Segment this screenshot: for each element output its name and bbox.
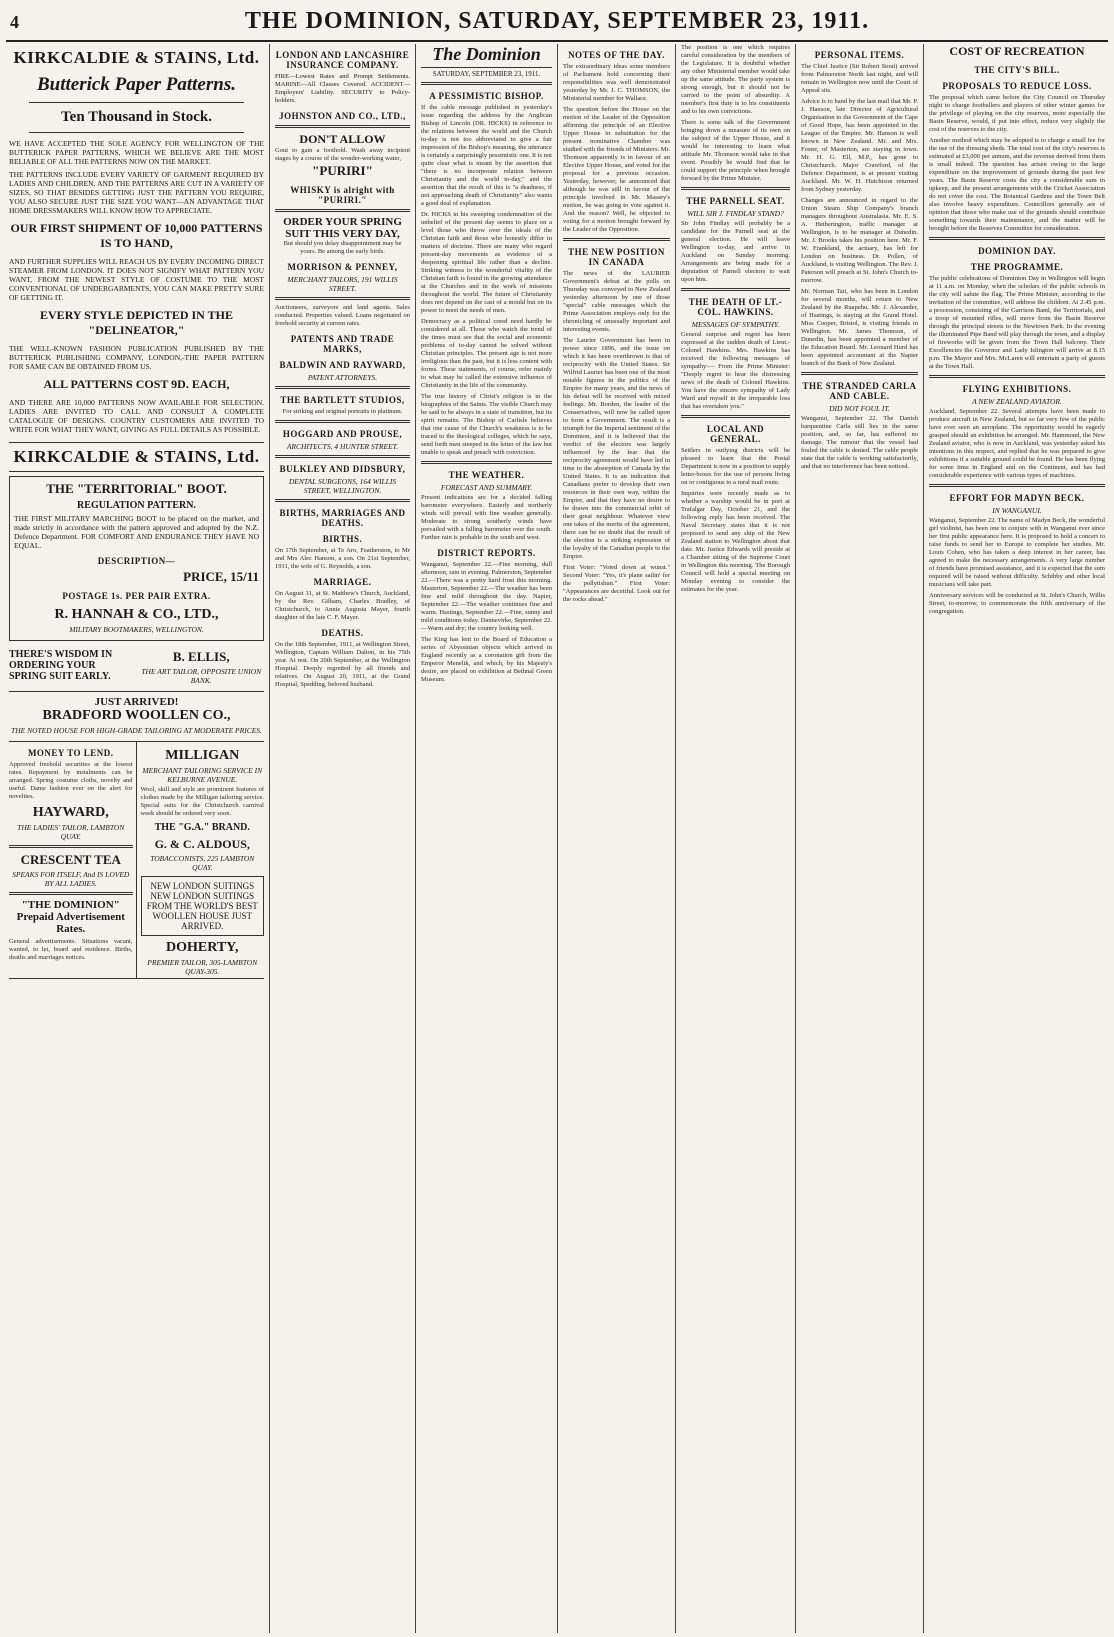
effort-heading: EFFORT FOR MADYN BECK. xyxy=(949,493,1085,503)
stranded-sub: DID NOT FOUL IT. xyxy=(829,404,890,413)
local-heading: LOCAL AND GENERAL. xyxy=(706,424,765,444)
ellis-sub: THE ART TAILOR, OPPOSITE UNION BANK. xyxy=(141,667,262,685)
doherty-name: DOHERTY, xyxy=(165,940,239,955)
just-arrived: JUST ARRIVED! xyxy=(94,696,179,708)
first-shipment: OUR FIRST SHIPMENT OF 10,000 PATTERNS IS TO HAND, xyxy=(10,221,263,250)
ellis-name: B. ELLIS, xyxy=(172,649,230,664)
page-number: 4 xyxy=(10,12,19,32)
kirkcaldie-ad-1 xyxy=(9,44,264,443)
column-4: NOTES OF THE DAY. The extraordinary ideas some members of Parliament hold concerning their responsibilities was well demonstrated yesterday by Mr. J. C. THOMSON, the Ministerial member for Wallace. The question before the House on the motion of the Leader of the Opposition affirming the principle of an Elective Upper House in substitution for the present nominative Chamber was studied with the friends of Ministers. Mr. Thomson apparently is in favour of an Elective Upper House, and voted for the proposal for a previous occasion. Yesterday, however, he announced that although he was still in favour of the principle involved in Mr. Massey's motion, he was going to vote against it. And the reason? Well, he objected to voting for a motion brought forward by the Leader of the Opposition. THE NEW POSITION IN CANADA The news of the LAURIER Government's defeat at the polls on Thursday was conveyed to New Zealand yesterday afternoon by one of those "special" cable messages which the Prime Association employs only for the chronicling of unusually important and interesting events. The Laurier Government has been in power since 1896, and the issue on which it has been overthrown is that of reciprocity with the United States. Sir Wilfrid Laurier has been one of the most notable figures in the politics of the Empire for many years, and the news of his defeat will be received with mixed feelings. Mr. Borden, the leader of the Conservatives, will now be called upon to form a Government. The result is a triumph for the Imperial sentiment of the Dominion, and it is believed that the verdict of the electors was largely influenced by the fear that the reciprocity agreement would have led in time to the absorption of Canada by the United States. It is an indication that Canadians prefer to develop their own resources in their own way, within the Empire, and that they have no desire to be drawn into the commercial orbit of their great neighbour. Whatever view one takes of the merits of the agreement, there can be no doubt that the result of the election is a striking expression of the loyalty of the Canadian people to the Empire. First Voter: "Voted down at wunst." Second Voter: "Yes, it's plane sailin' fer the pollytishun." First Voter: "Appearances are deceitful. Look out fer the rocks ahead." xyxy=(558,44,676,1633)
hannah-sub: MILITARY BOOTMAKERS, WELLINGTON. xyxy=(69,625,204,634)
crescent-name: CRESCENT TEA xyxy=(20,852,121,867)
crescent-sub: SPEAKS FOR ITSELF, And IS LOVED BY ALL LADIES. xyxy=(12,870,130,888)
kirkcaldie-title-2: KIRKCALDIE & STAINS, Ltd. xyxy=(13,447,260,466)
hawkins-heading: THE DEATH OF LT.-COL. HAWKINS. xyxy=(688,297,783,317)
further-text: AND FURTHER SUPPLIES WILL REACH US BY EVERY INCOMING DIRECT STEAMER FROM LONDON. IT DOES NOT SIGNIFY WHAT PATTERN YOU WANT, FROM THE NEWEST STYLE OF COSTUME TO THE MOST CONVENTIONAL OF UNDERGARMENTS, YOU CAN MAKE PRETTY SURE OF GETTING IT. xyxy=(9,257,264,302)
recreation-heading: COST OF RECREATION xyxy=(949,44,1085,58)
boot-price: PRICE, 15/11 xyxy=(183,569,259,584)
boot-text: THE FIRST MILITARY MARCHING BOOT to be placed on the market, and made strictly in accordance with the pattern approved and adopted by the N.Z. Defence Department. FOR COMFORT AND ENDURANCE THEY HAVE NO EQUAL. xyxy=(14,514,259,550)
delineator-text: THE WELL-KNOWN FASHION PUBLICATION PUBLISHED BY THE BUTTERICK PUBLISHING COMPANY, LONDON,-THE PAPER PATTERN FOR SAME CAN BE OBTAINED FROM US. xyxy=(9,344,264,371)
paper-date: SATURDAY, SEPTEMBER 23, 1911. xyxy=(432,70,541,78)
column-1: KIRKCALDIE & STAINS, Ltd. Butterick Paper Patterns. Ten Thousand in Stock. WE HAVE ACCEPTED THE SOLE AGENCY FOR WELLINGTON OF THE BUTTERICK PAPER PATTERNS, WHICH WE BELIEVE ARE THE MOST RELIABLE OF ALL THE PATTERNS NOW ON THE MARKET. THE PATTERNS INCLUDE EVERY VARIETY OF GARMENT REQUIRED BY LADIES AND CHILDREN, AND THE PATTERNS ARE CUT IN A VARIETY OF SIZES, SO THAT BESIDES GETTING JUST THE PATTERN YOU REQUIRE, YOU ALSO SECURE JUST THE SIZE YOU WANT—AN ADVANTAGE THAT HOME DRESSMAKERS WILL KNOW HOW TO APPRECIATE. OUR FIRST SHIPMENT OF 10,000 PATTERNS IS TO HAND, AND FURTHER SUPPLIES WILL REACH US BY EVERY INCOMING DIRECT STEAMER FROM LONDON. IT DOES NOT SIGNIFY WHAT PATTERN YOU WANT, FROM THE NEWEST STYLE OF COSTUME TO THE MOST CONVENTIONAL OF UNDERGARMENTS, YOU CAN MAKE PRETTY SURE OF GETTING IT. EVERY STYLE DEPICTED IN THE "DELINEATOR," THE WELL-KNOWN FASHION PUBLICATION PUBLISHED BY THE BUTTERICK PUBLISHING COMPANY, LONDON,-THE PAPER PATTERN FOR SAME CAN BE OBTAINED FROM US. ALL PATTERNS COST 9D. EACH, AND THERE ARE 10,000 PATTERNS NOW AVAILABLE FOR SELECTION. LADIES ARE INVITED TO CALL AND CONSULT A COMPLETE CATALOGUE OF DESIGNS. COUNTRY CUSTOMERS ARE INVITED TO WRITE FOR WHAT THEY WANT, GIVING AS FULL DETAILS AS POSSIBLE. KIRKCALDIE & STAINS, Ltd. THE "TERRITORIAL" BOOT. REGULATION PATTERN. THE FIRST MILITARY MARCHING BOOT to be placed on the market, and made strictly in accordance with the pattern approved and adopted by the N.Z. Defence Department. FOR COMFORT AND ENDURANCE THEY HAVE NO EQUAL. DESCRIPTION— PRICE, 15/11 POSTAGE 1s. PER PAIR EXTRA. R. HANNAH & CO., LTD., MILITARY BOOTMAKERS, WELLINGTON. THERE'S WISDOM IN ORDERING YOUR SPRING SUIT EARLY. B. ELLIS, THE ART TAILOR, OPPOSITE UNION BANK. JUST ARRIVED! BRADFORD WOOLLEN CO., THE NOTED HOUSE FOR HIGH-GRADE TAILORING AT MODERATE PRICES. MONEY TO LEND. Approved freehold securities at the lowest rates. Repayment by instalments can be arranged. Spring costume cloths, novelty and useful. Dame fashion ever on the alert for novelties. HAYWARD, THE LADIES' TAILOR, LAMBTON QUAY. CRESCENT TEA SPEAKS FOR ITSELF, And IS LOVED BY ALL LADIES. "THE DOMINION" Prepaid Advertisement Rates. General advertisements. Situations vacant, wanted, to let, board and residence. Births, deaths and marriages notices. MILLIGAN MERCHANT TAILORING SERVICE IN KELBURNE AVENUE. Wool, skill and style are prominent features of clothes made by the Milligan tailoring service. Special suits for the Christchurch carnival week should be ordered very soon. THE "G.A." BRAND. G. & C. ALDOUS, TOBACCONISTS, 225 LAMBTON QUAY. NEW LONDON SUITINGS NEW LONDON SUITINGS FROM THE WORLD'S BEST WOOLLEN HOUSE JUST ARRIVED. DOHERTY, PREMIER TAILOR, 305-LAMBTON QUAY-305. xyxy=(4,44,270,1633)
masthead xyxy=(6,4,1108,42)
local-text: Settlers in outlying districts will be pleased to learn that the Postal Department is now in a position to supply letter-boxes for the use of persons living on or contiguous to a rural mail route. xyxy=(681,447,790,486)
recreation-text: The proposal which came before the City Council on Thursday night to charge footballers and players of other winter games for the privilege of playing on the city reserves, more especially the Basin Reserve, would, if put into effect, reduce very slightly the cost of the reserves to the city. xyxy=(929,94,1105,133)
aviator-sub: A NEW ZEALAND AVIATOR. xyxy=(972,397,1062,406)
hayward-sub: THE LADIES' TAILOR, LAMBTON QUAY. xyxy=(17,823,125,841)
kirkcaldie-ad-2 xyxy=(9,443,264,472)
masthead-title: THE DOMINION, SATURDAY, SEPTEMBER 23, 1911. xyxy=(244,8,870,34)
milligan-name: MILLIGAN xyxy=(165,748,240,763)
notes-text: The extraordinary ideas some members of Parliament hold concerning their responsibilities was well demonstrated yesterday by Mr. J. C. THOMSON, the Ministerial member for Wallace. xyxy=(563,63,670,102)
stranded-heading: THE STRANDED CARLA AND CABLE. xyxy=(802,381,917,401)
bulkley-sub: DENTAL SURGEONS, 164 WILLIS STREET, WELLINGTON. xyxy=(288,477,397,495)
column-3: The Dominion SATURDAY, SEPTEMBER 23, 1911. A PESSIMISTIC BISHOP. If the cable message published in yesterday's issue regarding the address by the Anglican Bishop of Lincoln (DR. HICKS) in reference to the relations between the world and the Church to-day is not too abbreviated to give a fair impression of the Bishop's meaning, the utterance is certainly a surprisingly pessimistic one. It is not quite clear what is meant by the assertion that "there is no incorporate relation between Christianity and the world to-day," and the assertion that the result of this is "a deadness, if not approaching death of Christianity" also wants a good deal of explanation. Dr. HICKS in his sweeping condemnation of the unbelief of the present day seems to place on a level those who throw over the ideals of the Christian faith and those who honestly differ in matters of doctrine. There are many who regard present-day movements as evidence of a deepening spiritual life rather than a decline. Striking witness to the wonderful vitality of the Christian faith is found in the growing attendance at the Churches and in the work of missions throughout the world. The future of Christianity does not depend on the cast of a mould but on its power to meet the needs of men. Democracy as a political creed need hardly be considered at all. Those who watch the trend of the times must see that the social and economic problems of to-day cannot be solved without Christian principles. The present age is not more irreligious than the past, but it is less content with forms. These statements, of course, refer mainly to what may be called the extensive influence of Christianity in the life of the community. The true history of Christ's religion is in the biographies of the Saints. The visible Church may be said to be always in a state of transition, but its spirit remains. The Bishop of Carlisle believes that one cause of the Church's weakness is to be traced to the theological colleges, which he says, send forth men steeped in the letter of the law but unable to speak and preach with conviction. THE WEATHER. FORECAST AND SUMMARY. Present indications are for a decided falling barometer everywhere. Easterly and northerly winds will prevail with fine weather generally. Moderate to strong southerly winds have prevailed with a falling barometer over the south. Further rain is probable in the south and west. DISTRICT REPORTS. Wanganui, September 22.—Fine morning, dull afternoon, rain in evening. Palmerston, September 22.—There was a pretty hard frost this morning. Masterton, September 22.—The weather has been fine and mild throughout the day. Napier, September 22.—The weather continues fine and warm. Hastings, September 22.—Fine, sunny and mild conditions today. Dannevirke, September 22.—Warm and dry; the country looking well. The King has lent to the Board of Education a series of Abyssinian objects which arrived in England recently as a coronation gift from the Emperor Menelik, and which, by his Majesty's desire, are placed on exhibition at Bethnal Green Museum. xyxy=(416,44,558,1633)
ellis-ad xyxy=(9,645,264,692)
ten-thousand-heading: Ten Thousand in Stock. xyxy=(61,109,212,125)
weather-heading: THE WEATHER. xyxy=(448,470,525,480)
parnell-sub: WILL SIR J. FINDLAY STAND? xyxy=(687,209,784,218)
patterns-text: THE PATTERNS INCLUDE EVERY VARIETY OF GARMENT REQUIRED BY LADIES AND CHILDREN, AND THE PATTERNS ARE CUT IN A VARIETY OF SIZES, SO THAT BESIDES GETTING JUST THE PATTERN YOU REQUIRE, YOU ALSO SECURE JUST THE SIZE YOU WANT—AN ADVANTAGE THAT HOME DRESSMAKERS WILL KNOW HOW TO APPRECIATE. xyxy=(9,170,264,215)
bradford-sub: THE NOTED HOUSE FOR HIGH-GRADE TAILORING AT MODERATE PRICES. xyxy=(11,726,262,735)
london-suitings: NEW LONDON SUITINGS NEW LONDON SUITINGS FROM THE WORLD'S BEST WOOLLEN HOUSE JUST ARRIVED. xyxy=(141,876,265,936)
dominion-rates: "THE DOMINION" Prepaid Advertisement Rates. xyxy=(16,899,125,935)
personal-heading: PERSONAL ITEMS. xyxy=(814,50,905,60)
column-2: LONDON AND LANCASHIRE INSURANCE COMPANY. FIRE—Lowest Rates and Prompt Settlements. MARINE—All Classes Covered. ACCIDENT—Employers' Liability. SECURITY to Policy-holders. JOHNSTON AND CO., LTD., DON'T ALLOW Gout to gain a foothold. Wash away incipient stages by a course of the wonder-working water, "PURIRI" WHISKY is alright with "PURIRI." ORDER YOUR SPRING SUIT THIS VERY DAY, But should you delay disappointment may be yours. Be among the early birds. MORRISON & PENNEY, MERCHANT TAILORS, 191 WILLIS STREET. Auctioneers, surveyors and land agents. Sales conducted. Properties valued. Loans negotiated on freehold security at current rates. PATENTS AND TRADE MARKS, BALDWIN AND RAYWARD, PATENT ATTORNEYS. THE BARTLETT STUDIOS, For striking and original portraits in platinum. HOGGARD AND PROUSE, ARCHITECTS, 4 HUNTER STREET. BULKLEY AND DIDSBURY, DENTAL SURGEONS, 164 WILLIS STREET, WELLINGTON. BIRTHS, MARRIAGES AND DEATHS. BIRTHS. On 17th September, at Te Aro, Featherston, to Mr and Mrs Alec Hanson, a son. On 21st September, 1911, the wife of G. Reynolds, a son. MARRIAGE. On August 31, at St. Matthew's Church, Auckland, by the Rev. Gilham, Charles Bradley, of Christchurch, to Annie Augusta Mayer, fourth daughter of the late C. F. Mayer. DEATHS. On the 18th September, 1911, at Wellington Street, Wellington, Captain William Dalton, in his 75th year. At rest. On 20th September, at the Wellington Hospital. Deeply regretted by all friends and relatives. On August 20, 1911, at the Grand Hospital, Spedding, beloved husband. xyxy=(270,44,416,1633)
hayward-name: HAYWARD, xyxy=(32,805,109,820)
column-7: COST OF RECREATION THE CITY'S BILL. PROPOSALS TO REDUCE LOSS. The proposal which came before the City Council on Thursday night to charge footballers and players of other winter games for the privilege of playing on the city reserves, more especially the Basin Reserve, would, if put into effect, reduce very slightly the cost of the reserves to the city. Another method which may be adopted is to charge a small fee for the use of the dressing sheds. The total cost of the city's reserves is estimated at £3,000 per annum, and the revenue derived from them is small indeed. The question has arisen owing to the large expenditure on the improvement of grounds during the past few years. The Basin Reserve costs the city a considerable sum in upkeep, and the present arrangements with the Cricket Association do not cover the cost. The Botanical Gardens and the Town Belt also involve heavy expenditure. Councillors generally are of opinion that those who make use of the grounds should contribute something towards their maintenance, and the matter will be brought before the Reserves Committee for consideration. DOMINION DAY. THE PROGRAMME. The public celebrations of Dominion Day in Wellington will begin at 11 a.m. on Monday, when the scholars of the public schools in the city will salute the flag. The Prime Minister, according to the invitation of the committee, will address the children. At 2.45 p.m. a procession, consisting of the Garrison Band, the Territorials, and a troop of mounted rifles, will move from the Basin Reserve through the principal streets to the Newtown Park. In the evening the illuminated Pipe Band will play through the town, and a display of fireworks will be given from the Town Hall balcony. Their Excellencies the Governor and Lady Islington will arrive at 8.15 p.m. The Mayor and Mrs. McLaren will entertain a party of guests at the Town Hall. FLYING EXHIBITIONS. A NEW ZEALAND AVIATOR. Auckland, September 22. Several attempts have been made to produce aircraft in New Zealand, but so far very few of the public have ever seen an aeroplane. The opportunity would be eagerly grasped should an exhibition be arranged. Mr. Hammond, the New Zealand aviator, who is now in Auckland, was yesterday asked his intentions in this respect, and replied that he was prepared to give exhibitions if a suitable ground could be found. He has been flying for some time in England and on the Continent, and has had considerable experience with various types of machines. EFFORT FOR MADYN BECK. IN WANGANUI. Wanganui, September 22. The name of Madyn Beck, the wonderful girl violinist, has been one to conjure with in Wanganui ever since her first public appearance here. It is proposed to hold a concert to raise funds to send her to Europe to complete her studies. Mr. Louis Cohen, who has taken a deep interest in her career, has agreed to make the necessary arrangements. A very large number of friends have promised assistance, and it is expected that the sum required will be raised without difficulty. Schibby and other local musicians will take part. Anniversary services will be conducted at St. John's Church, Willis Street, to-morrow, to commemorate the fifth anniversary of the congregation. xyxy=(929,44,1105,615)
dont-allow: DON'T ALLOW xyxy=(299,132,386,146)
hoggard-sub: ARCHITECTS, 4 HUNTER STREET. xyxy=(286,442,399,451)
insurance-text: FIRE—Lowest Rates and Prompt Settlements. MARINE—All Classes Covered. ACCIDENT—Employers' Liability. SECURITY to Policy-holders. xyxy=(275,73,410,104)
hawkins-sub: MESSAGES OF SYMPATHY. xyxy=(691,320,780,329)
column-5: The position is one which requires careful consideration by the members of the Legislature. It is doubtful whether any other Ministerial member would take up the same attitude. The party system is strong enough, but it should not be carried to the point of absurdity. A member's first duty is to his constituents and to his own convictions. There is some talk of the Government bringing down a measure of its own on the subject of the Upper House, and it would be interesting to learn what attitude Mr. Thomson would take in that event. Possibly he would find that he could support the principle when brought forward by the Prime Minister. THE PARNELL SEAT. WILL SIR J. FINDLAY STAND? Sir John Findlay will probably be a candidate for the Parnell seat at the general election. He will leave Wellington to-day, and arrive in Auckland on Sunday morning. Arrangements are being made for a deputation of Parnell electors to wait upon him. THE DEATH OF LT.-COL. HAWKINS. MESSAGES OF SYMPATHY. General surprise and regret has been expressed at the sudden death of Lieut.-Colonel Hawkins. Mrs. Hawkins has received the following messages of sympathy:— From the Prime Minister: "Deeply regret to hear the distressing news of the death of Colonel Hawkins. You have the sincere sympathy of Lady Ward and myself in the irreparable loss that has overtaken you." LOCAL AND GENERAL. Settlers in outlying districts will be pleased to learn that the Postal Department is now in a position to supply letter-boxes for the use of persons living on or contiguous to a rural mail route. Inquiries were recently made as to whether a warship would be in port at Trafalgar Day, October 21, and the following reply has been received. The Naval Secretary states that it is not proposed to send any ship of the New Zealand station to Wellington about that date. Mr. Justice Edwards will preside at a Chamber sitting of the Supreme Court in Wellington this morning. The Borough Council will hold a special meeting on Monday evening to consider the estimates for the year. xyxy=(676,44,796,1633)
territorial-heading: THE "TERRITORIAL" BOOT. xyxy=(46,481,227,496)
aldous-name: G. & C. ALDOUS, xyxy=(154,837,250,851)
hoggard-name: HOGGARD AND PROUSE, xyxy=(282,429,403,439)
bishop-heading: A PESSIMISTIC BISHOP. xyxy=(429,91,544,101)
money-to-lend: MONEY TO LEND. xyxy=(27,748,114,758)
baldwin-name: BALDWIN AND RAYWARD, xyxy=(279,360,406,370)
wisdom-heading: THERE'S WISDOM IN ORDERING YOUR SPRING SUIT EARLY. xyxy=(9,649,113,682)
all-patterns: ALL PATTERNS COST 9D. EACH, xyxy=(43,377,230,391)
morrison-sub: MERCHANT TAILORS, 191 WILLIS STREET. xyxy=(287,275,398,293)
deaths-sub: DEATHS. xyxy=(321,628,364,638)
whisky-line: WHISKY is alright with "PURIRI." xyxy=(290,185,395,205)
marriage-sub: MARRIAGE. xyxy=(313,577,372,587)
canada-heading: THE NEW POSITION IN CANADA xyxy=(568,247,665,267)
johnston-name: JOHNSTON AND CO., LTD., xyxy=(279,111,406,121)
bishop-text: If the cable message published in yesterday's issue regarding the address by the Anglican Bishop of Lincoln (DR. HICKS) in reference to the relations between the world and the Church to-day is not too abbreviated to give a fair impression of the Bishop's meaning, the utterance is certainly a surprisingly pessimistic one. It is not quite clear what is meant by the assertion that "there is no incorporate relation between Christianity and the world to-day," and the assertion that the result of this is "a deadness, if not approaching death of Christianity" also wants a good deal of explanation. xyxy=(421,104,552,207)
morrison-name: MORRISON & PENNEY, xyxy=(287,262,398,272)
baldwin-sub: PATENT ATTORNEYS. xyxy=(307,373,378,382)
weather-sub: FORECAST AND SUMMARY. xyxy=(440,483,533,492)
insurance-heading: LONDON AND LANCASHIRE INSURANCE COMPANY. xyxy=(275,50,410,70)
bartlett-name: THE BARTLETT STUDIOS, xyxy=(280,395,405,405)
aldous-sub: TOBACCONISTS, 225 LAMBTON QUAY. xyxy=(150,854,255,872)
bradford-name: BRADFORD WOOLLEN CO., xyxy=(42,708,231,723)
column-6: PERSONAL ITEMS. The Chief Justice (Sir Robert Stout) arrived from Palmerston North last night, and will remain in Wellington now until the Court of Appeal sits. Advice is to hand by the last mail that Mr. P. J. Hanson, late Director of Agricultural Organisation to the Government of the Cape of Good Hope, has been appointed to the League of the Empire. Mr. Hanson is well known in New Zealand. Mr. and Mrs. Foster, of Masterton, are staying in town. Mr. H. G. Ell, M.P., has gone to Christchurch. Major Crawford, of the Defence Department, is at present visiting Auckland. Mr. W. H. Hutchison returned from Sydney yesterday. Changes are announced in regard to the Union Steam Ship Company's branch managers throughout Australasia. Mr. E. S. A. Hetherington, traffic manager at Wellington, is to be manager at Dunedin. Mr. J. Brooks takes his position here. Mr. F. W. Frankland, the actuary, has left for London on business. Dr. Pollen, of Auckland, is visiting Wellington. The Rev. J. Paterson will preach at St. John's Church to-morrow. Mr. Norman Tait, who has been in London for several months, will return to New Zealand by the Ruapehu. Mr. J. Alexander, of Hastings, is staying at the Grand Hotel. Miss Cooper, Bristol, is visiting friends in Wellington. Mr. James Thomson, of Dunedin, has been appointed a member of the Education Board. Mr. Leonard Hurd has been appointed accountant at the Napier branch of the Bank of New Zealand. THE STRANDED CARLA AND CABLE. DID NOT FOUL IT. Wanganui, September 22. The Danish barquentine Carla still lies in the same position, and, so far, has suffered no damage. The rumour that the vessel had fouled the cable is denied. The cable people state that the cable is working satisfactorily, and that no interference has been noticed. xyxy=(796,44,924,1633)
hannah-name: R. HANNAH & CO., LTD., xyxy=(54,607,219,622)
proposals-heading: PROPOSALS TO REDUCE LOSS. xyxy=(942,81,1092,91)
paper-title: The Dominion xyxy=(421,44,552,68)
order-suit: ORDER YOUR SPRING SUIT THIS VERY DAY, xyxy=(283,216,402,240)
puriri-brand: "PURIRI" xyxy=(312,163,373,178)
doherty-sub: PREMIER TAILOR, 305-LAMBTON QUAY-305. xyxy=(147,958,258,976)
flying-heading: FLYING EXHIBITIONS. xyxy=(962,384,1072,394)
kirkcaldie-title-1: KIRKCALDIE & STAINS, Ltd. xyxy=(13,48,260,67)
bulkley-name: BULKLEY AND DIDSBURY, xyxy=(279,464,406,474)
postage-note: POSTAGE 1s. PER PAIR EXTRA. xyxy=(62,591,211,601)
bradford-ad xyxy=(9,692,264,742)
agency-text: WE HAVE ACCEPTED THE SOLE AGENCY FOR WELLINGTON OF THE BUTTERICK PAPER PATTERNS, WHICH WE BELIEVE ARE THE MOST RELIABLE OF ALL THE PATTERNS NOW ON THE MARKET. xyxy=(9,139,264,166)
personal-text: The Chief Justice (Sir Robert Stout) arrived from Palmerston North last night, and will remain in Wellington now until the Court of Appeal sits. xyxy=(801,63,918,94)
city-bill: THE CITY'S BILL. xyxy=(974,65,1060,75)
births-heading: BIRTHS, MARRIAGES AND DEATHS. xyxy=(279,508,406,528)
births-sub: BIRTHS. xyxy=(322,534,363,544)
regulation-heading: REGULATION PATTERN. xyxy=(77,500,196,511)
notes-heading: NOTES OF THE DAY. xyxy=(568,50,665,60)
butterick-heading: Butterick Paper Patterns. xyxy=(37,74,236,95)
ladies-text: AND THERE ARE 10,000 PATTERNS NOW AVAILABLE FOR SELECTION. LADIES ARE INVITED TO CALL AND CONSULT A COMPLETE CATALOGUE OF DESIGNS. COUNTRY CUSTOMERS ARE INVITED TO WRITE FOR WHAT THEY WANT, GIVING AS FULL DETAILS AS POSSIBLE. xyxy=(9,398,264,434)
patents-heading: PATENTS AND TRADE MARKS, xyxy=(290,334,395,354)
dominion-day: DOMINION DAY. xyxy=(978,246,1056,256)
territorial-boot-ad xyxy=(9,476,264,641)
every-style: EVERY STYLE DEPICTED IN THE "DELINEATOR," xyxy=(40,308,233,337)
district-reports: DISTRICT REPORTS. xyxy=(437,548,536,558)
parnell-heading: THE PARNELL SEAT. xyxy=(686,196,785,206)
description-heading: DESCRIPTION— xyxy=(97,556,176,566)
milligan-sub: MERCHANT TAILORING SERVICE IN KELBURNE AVENUE. xyxy=(142,766,263,784)
programme-heading: THE PROGRAMME. xyxy=(970,262,1064,272)
canada-text: The news of the LAURIER Government's defeat at the polls on Thursday was conveyed to New Zealand yesterday afternoon by one of those "special" cable messages which the Prime Association employs only for the chronicling of unusually important and interesting events. xyxy=(563,270,670,333)
wanganui-sub: IN WANGANUI. xyxy=(992,506,1042,515)
ga-brand: THE "G.A." BRAND. xyxy=(154,822,250,833)
